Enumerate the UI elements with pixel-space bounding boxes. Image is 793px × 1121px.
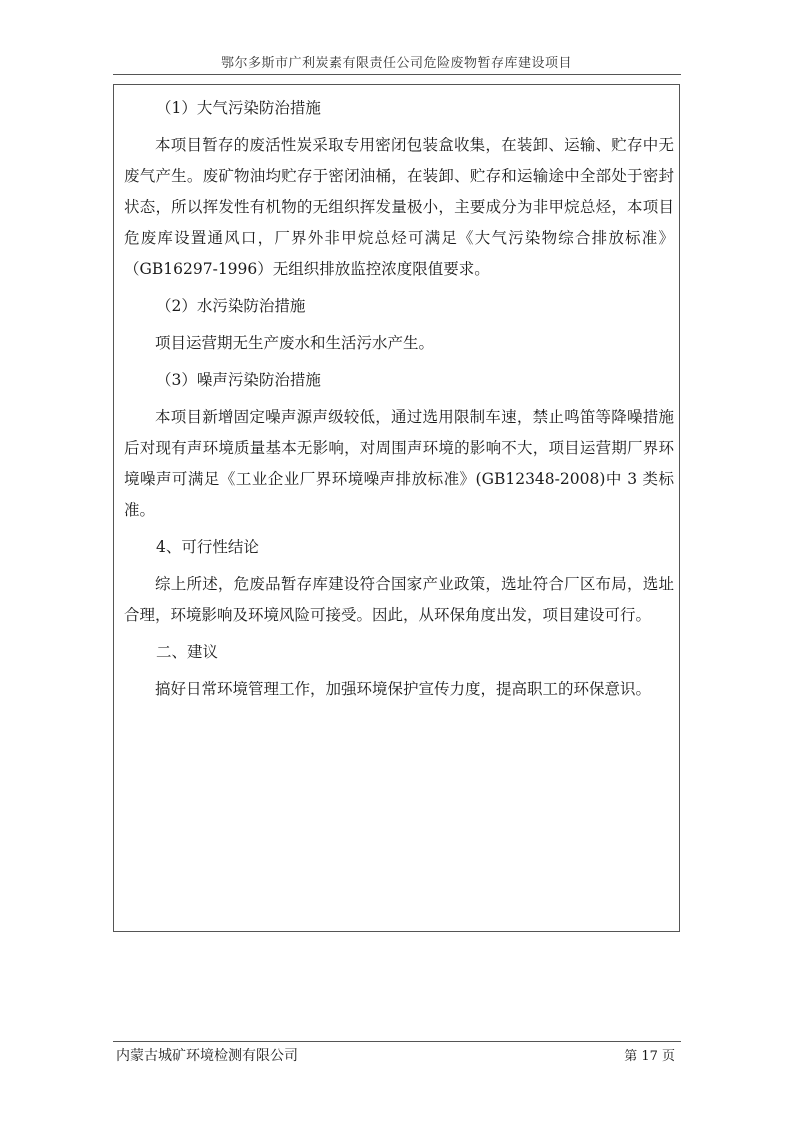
footer-page-number: 第 17 页 xyxy=(624,1049,675,1064)
footer-divider xyxy=(113,1041,681,1042)
header-divider xyxy=(113,74,681,75)
suggestion-paragraph: 搞好日常环境管理工作，加强环境保护宣传力度，提高职工的环保意识。 xyxy=(155,680,652,698)
feasibility-conclusion-heading: 4、可行性结论 xyxy=(156,538,259,556)
content-body xyxy=(124,93,674,711)
feasibility-conclusion-paragraph: 综上所述，危废品暂存库建设符合国家产业政策，选址符合厂区布局，选址合理，环境影响及环境风险可接受。因此，从环保角度出发，项目建设可行。 xyxy=(124,575,674,624)
content-table-cell xyxy=(113,84,680,932)
suggestion-heading: 二、建议 xyxy=(156,643,219,661)
footer-company-name: 内蒙古城矿环境检测有限公司 xyxy=(116,1048,298,1064)
air-pollution-paragraph: 本项目暂存的废活性炭采取专用密闭包装盒收集，在装卸、运输、贮存中无废气产生。废矿物油均贮存于密闭油桶，在装卸、贮存和运输途中全部处于密封状态，所以挥发性有机物的无组织挥发量极小，主要成分为非甲烷总烃，本项目危废库设置通风口，厂界外非甲烷总烃可满足《大气污染物综合排放标准》（GB16297-1996）无组织排放监控浓度限值要求。 xyxy=(124,136,674,278)
page-header-title: 鄂尔多斯市广利炭素有限责任公司危险废物暂存库建设项目 xyxy=(220,56,572,71)
noise-pollution-heading: （3）噪声污染防治措施 xyxy=(156,371,321,389)
air-pollution-heading: （1）大气污染防治措施 xyxy=(156,99,321,117)
water-pollution-paragraph: 项目运营期无生产废水和生活污水产生。 xyxy=(155,334,435,352)
noise-pollution-paragraph: 本项目新增固定噪声源声级较低，通过选用限制车速，禁止鸣笛等降噪措施后对现有声环境质量基本无影响，对周围声环境的影响不大，项目运营期厂界环境噪声可满足《工业企业厂界环境噪声排放标准》(GB12348-2008)中 3 类标准。 xyxy=(124,408,674,519)
water-pollution-heading: （2）水污染防治措施 xyxy=(156,297,306,315)
